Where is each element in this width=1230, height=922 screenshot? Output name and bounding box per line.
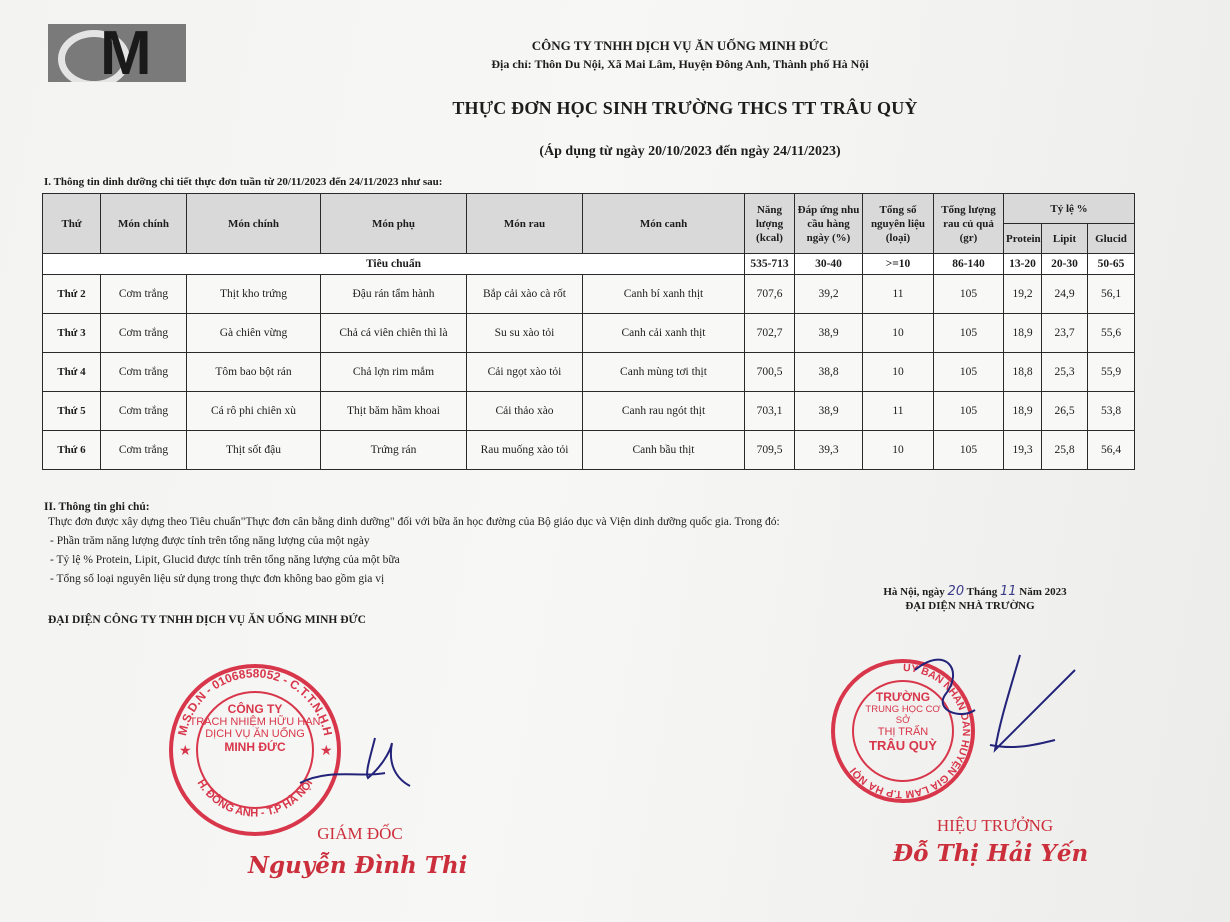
standard-lipit: 20-30 — [1042, 254, 1088, 275]
cell-protein: 18,8 — [1004, 353, 1042, 392]
company-stamp-ring-bottom: H. ĐÔNG ANH - T.P HÀ NỘI — [194, 777, 316, 820]
date-prefix: Hà Nội, ngày — [883, 586, 945, 598]
col-header-lipit: Lipit — [1042, 224, 1088, 254]
cell-side: Thịt băm hầm khoai — [321, 392, 467, 431]
svg-text:★: ★ — [179, 742, 192, 758]
cell-ingredients: 10 — [863, 353, 934, 392]
table-row — [43, 392, 1135, 431]
section-1-heading: I. Thông tin dinh dưỡng chi tiết thực đơn tuần từ 20/11/2023 đến 24/11/2023 như sau: — [44, 176, 443, 188]
col-header-side: Món phụ — [321, 194, 467, 254]
cell-day: Thứ 2 — [43, 275, 101, 314]
cell-glucid: 56,4 — [1088, 431, 1135, 470]
table-row — [43, 314, 1135, 353]
standard-ingredients: >=10 — [863, 254, 934, 275]
school-stamp-line: THỊ TRẤN — [877, 726, 929, 738]
col-header-soup: Món canh — [583, 194, 745, 254]
cell-meet: 39,3 — [795, 431, 863, 470]
standard-produce: 86-140 — [934, 254, 1004, 275]
cell-meet: 38,9 — [795, 392, 863, 431]
company-stamp-line: MINH ĐỨC — [224, 740, 286, 754]
cell-lipit: 26,5 — [1042, 392, 1088, 431]
col-header-ratio: Tỷ lệ % — [1004, 194, 1135, 224]
cell-main2: Thịt sốt đậu — [187, 431, 321, 470]
date-day: 20 — [947, 584, 965, 599]
cell-main1: Cơm trắng — [101, 353, 187, 392]
cell-soup: Canh bầu thịt — [583, 431, 745, 470]
cell-main1: Cơm trắng — [101, 431, 187, 470]
menu-table — [42, 193, 1135, 470]
cell-glucid: 56,1 — [1088, 275, 1135, 314]
cell-side: Chả lợn rim mắm — [321, 353, 467, 392]
col-header-main2: Món chính — [187, 194, 321, 254]
cell-main2: Gà chiên vừng — [187, 314, 321, 353]
cell-day: Thứ 4 — [43, 353, 101, 392]
cell-lipit: 25,3 — [1042, 353, 1088, 392]
cell-protein: 18,9 — [1004, 392, 1042, 431]
table-row — [43, 353, 1135, 392]
company-stamp-line: DỊCH VỤ ĂN UỐNG — [205, 728, 305, 740]
cell-soup: Canh bí xanh thịt — [583, 275, 745, 314]
col-header-main1: Món chính — [101, 194, 187, 254]
standard-energy: 535-713 — [745, 254, 795, 275]
col-header-protein: Protein — [1004, 224, 1042, 254]
school-stamp-line: TRÂU QUỲ — [869, 738, 937, 753]
cell-produce: 105 — [934, 275, 1004, 314]
cell-side: Đậu rán tẩm hành — [321, 275, 467, 314]
notes-intro: Thực đơn được xây dựng theo Tiêu chuẩn"Thực đơn cân bằng dinh dưỡng" đối với bữa ăn học đường của Bộ giáo dục và Viện dinh dưỡng quốc gia. Trong đó: — [48, 516, 780, 528]
cell-main1: Cơm trắng — [101, 275, 187, 314]
cell-veg: Cải thảo xào — [467, 392, 583, 431]
cell-day: Thứ 3 — [43, 314, 101, 353]
note-item: - Phần trăm năng lượng được tính trên tổng năng lượng của một ngày — [50, 535, 370, 547]
cell-day: Thứ 6 — [43, 431, 101, 470]
company-signer-name: Nguyễn Đình Thi — [248, 852, 468, 879]
cell-meet: 38,8 — [795, 353, 863, 392]
cell-protein: 19,2 — [1004, 275, 1042, 314]
section-2-heading: II. Thông tin ghi chú: — [44, 501, 150, 513]
company-stamp-line: CÔNG TY — [227, 702, 283, 716]
cell-soup: Canh mùng tơi thịt — [583, 353, 745, 392]
school-signer-title: HIỆU TRƯỞNG — [936, 816, 1054, 835]
school-representative-label: ĐẠI DIỆN NHÀ TRƯỜNG — [905, 600, 1035, 612]
standard-label: Tiêu chuẩn — [43, 254, 745, 275]
company-signer-title: GIÁM ĐỐC — [317, 824, 403, 843]
cell-ingredients: 11 — [863, 392, 934, 431]
school-signer-name: Đỗ Thị Hải Yến — [893, 840, 1089, 867]
cell-main2: Cá rô phi chiên xù — [187, 392, 321, 431]
cell-protein: 18,9 — [1004, 314, 1042, 353]
cell-main1: Cơm trắng — [101, 314, 187, 353]
date-year: Năm 2023 — [1019, 586, 1067, 598]
standard-meet: 30-40 — [795, 254, 863, 275]
cell-glucid: 53,8 — [1088, 392, 1135, 431]
standard-row — [43, 254, 1135, 275]
svg-text:★: ★ — [320, 742, 333, 758]
document-title: THỰC ĐƠN HỌC SINH TRƯỜNG THCS TT TRÂU QUỲ — [452, 98, 918, 118]
cell-main1: Cơm trắng — [101, 392, 187, 431]
cell-produce: 105 — [934, 392, 1004, 431]
company-representative-label: ĐẠI DIỆN CÔNG TY TNHH DỊCH VỤ ĂN UỐNG MINH ĐỨC — [48, 614, 366, 626]
cell-veg: Rau muống xào tỏi — [467, 431, 583, 470]
cell-lipit: 23,7 — [1042, 314, 1088, 353]
col-header-glucid: Glucid — [1088, 224, 1135, 254]
note-item: - Tổng số loại nguyên liệu sử dụng trong thực đơn không bao gồm gia vị — [50, 573, 385, 585]
cell-veg: Su su xào tỏi — [467, 314, 583, 353]
date-month-label: Tháng — [966, 586, 998, 598]
company-name: CÔNG TY TNHH DỊCH VỤ ĂN UỐNG MINH ĐỨC — [531, 38, 829, 53]
cell-main2: Tôm bao bột rán — [187, 353, 321, 392]
cell-meet: 39,2 — [795, 275, 863, 314]
applied-period: (Áp dụng từ ngày 20/10/2023 đến ngày 24/11/2023) — [539, 144, 841, 159]
col-header-day: Thứ — [43, 194, 101, 254]
cell-side: Chả cá viên chiên thì là — [321, 314, 467, 353]
company-signature — [290, 728, 420, 798]
company-stamp-line: TRÁCH NHIỆM HỮU HẠN — [189, 716, 321, 728]
standard-protein: 13-20 — [1004, 254, 1042, 275]
cell-energy: 703,1 — [745, 392, 795, 431]
cell-soup: Canh cải xanh thịt — [583, 314, 745, 353]
cell-protein: 19,3 — [1004, 431, 1042, 470]
cell-day: Thứ 5 — [43, 392, 101, 431]
table-row — [43, 275, 1135, 314]
company-stamp-ring-text: M.S.D.N - 0106858052 - C.T.T.N.H.H — [175, 666, 335, 737]
cell-produce: 105 — [934, 314, 1004, 353]
school-stamp-line: TRUNG HỌC CƠ SỞ — [865, 704, 941, 726]
table-row — [43, 431, 1135, 470]
cell-produce: 105 — [934, 431, 1004, 470]
cell-meet: 38,9 — [795, 314, 863, 353]
col-header-energy: Năng lượng (kcal) — [745, 194, 795, 254]
cell-energy: 707,6 — [745, 275, 795, 314]
cell-veg: Cải ngọt xào tỏi — [467, 353, 583, 392]
cell-glucid: 55,9 — [1088, 353, 1135, 392]
cell-ingredients: 10 — [863, 314, 934, 353]
cell-lipit: 25,8 — [1042, 431, 1088, 470]
cell-veg: Bắp cải xào cà rốt — [467, 275, 583, 314]
school-stamp-line: TRƯỜNG — [875, 690, 931, 704]
cell-soup: Canh rau ngót thịt — [583, 392, 745, 431]
cell-lipit: 24,9 — [1042, 275, 1088, 314]
company-address: Địa chỉ: Thôn Du Nội, Xã Mai Lâm, Huyện Đông Anh, Thành phố Hà Nội — [491, 57, 869, 71]
cell-produce: 105 — [934, 353, 1004, 392]
cell-ingredients: 11 — [863, 275, 934, 314]
date-month: 11 — [999, 584, 1017, 599]
cell-energy: 702,7 — [745, 314, 795, 353]
company-logo: M — [48, 24, 186, 82]
col-header-produce: Tổng lượng rau củ quả (gr) — [934, 194, 1004, 254]
cell-ingredients: 10 — [863, 431, 934, 470]
school-signature — [905, 650, 1085, 780]
col-header-meet: Đáp ứng nhu cầu hàng ngày (%) — [795, 194, 863, 254]
signing-date — [860, 584, 1090, 599]
cell-energy: 700,5 — [745, 353, 795, 392]
cell-energy: 709,5 — [745, 431, 795, 470]
col-header-ingredients: Tổng số nguyên liệu (loại) — [863, 194, 934, 254]
cell-main2: Thịt kho trứng — [187, 275, 321, 314]
school-stamp-ring-text: UỶ BAN NHÂN DÂN HUYỆN GIA LÂM T.P HÀ NỘI — [847, 661, 973, 801]
cell-glucid: 55,6 — [1088, 314, 1135, 353]
note-item: - Tỷ lệ % Protein, Lipit, Glucid được tính trên tổng năng lượng của một bữa — [50, 554, 400, 566]
standard-glucid: 50-65 — [1088, 254, 1135, 275]
col-header-veg: Món rau — [467, 194, 583, 254]
cell-side: Trứng rán — [321, 431, 467, 470]
